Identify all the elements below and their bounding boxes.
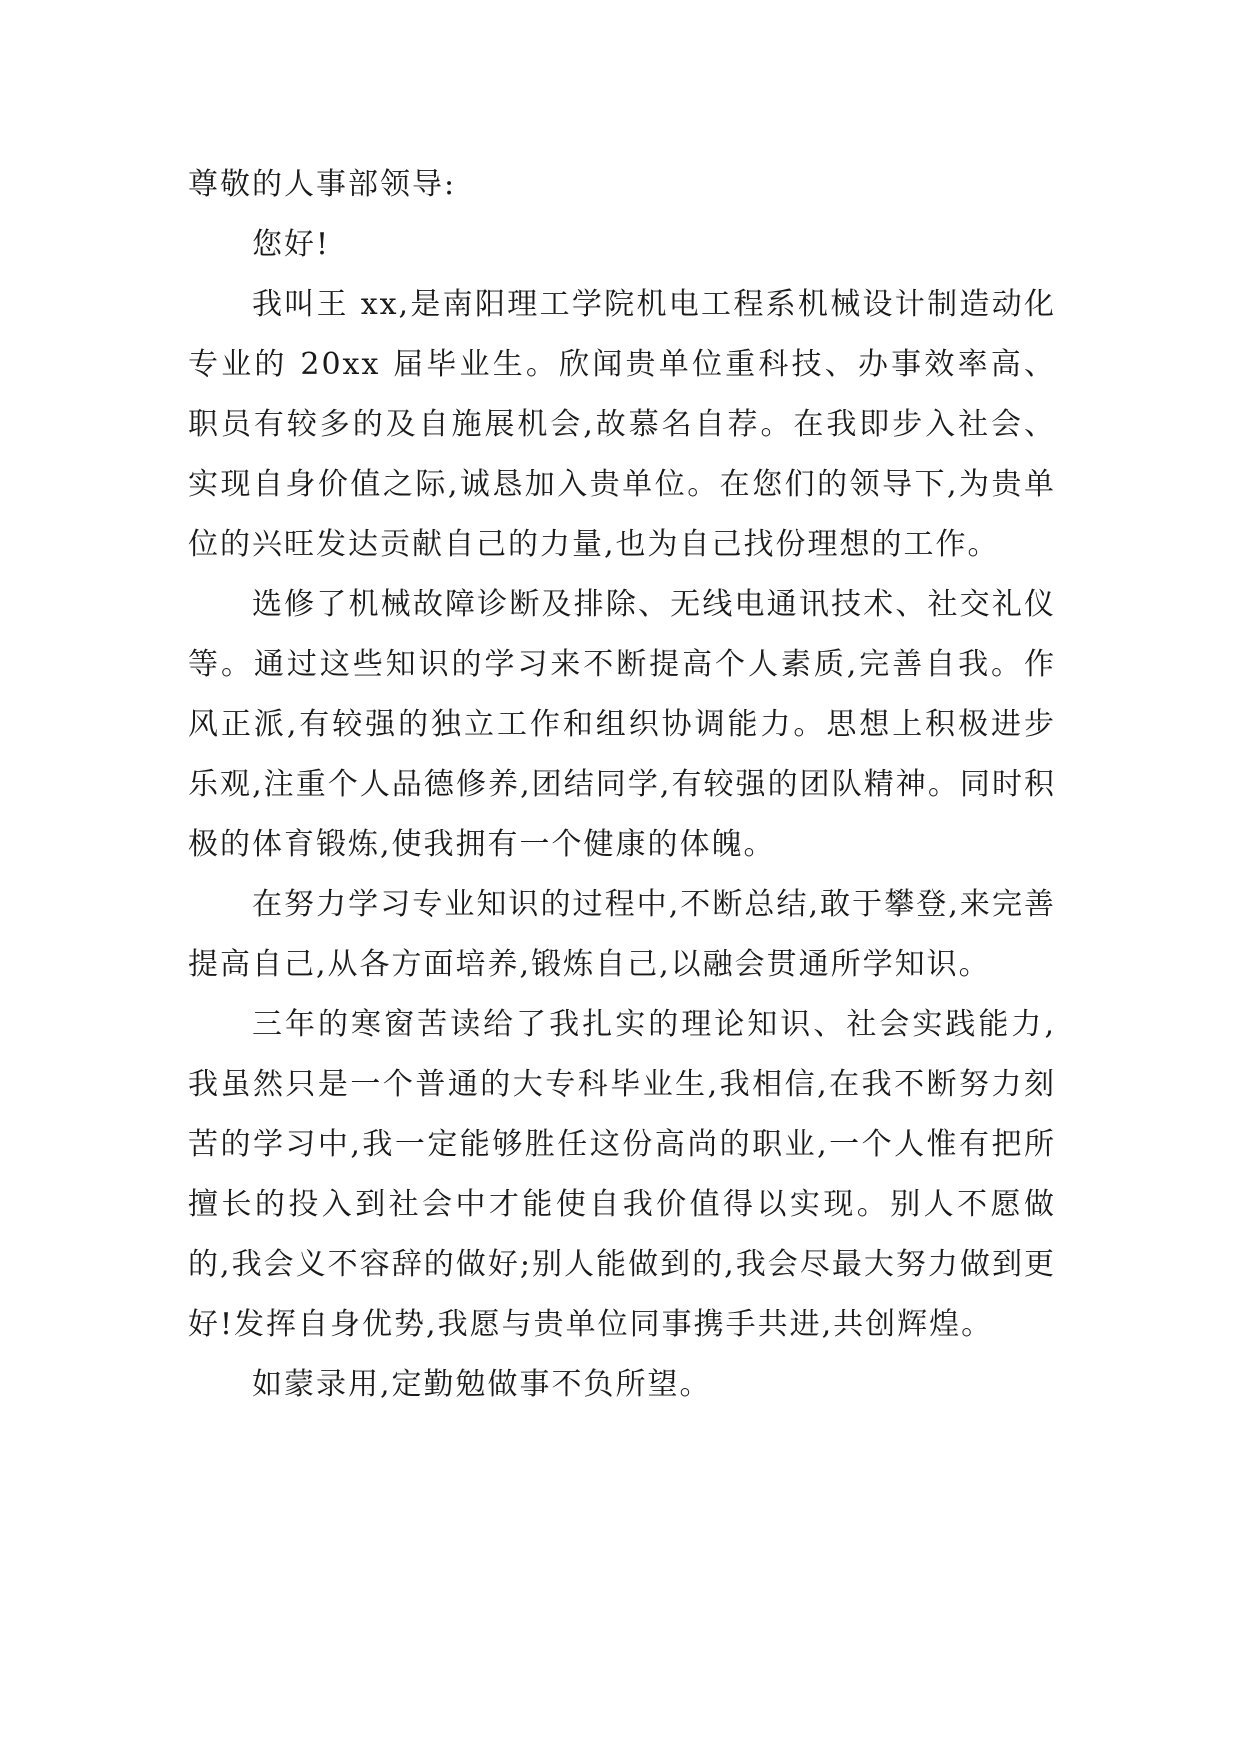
paragraph-introduction: 我叫王 xx,是南阳理工学院机电工程系机械设计制造动化专业的 20xx 届毕业生。欣闻贵单位重科技、办事效率高、职员有较多的及自施展机会,故慕名自荐。在我即步入社会、实现自身价值之际,诚恳加入贵单位。在您们的领导下,为贵单位的兴旺发达贡献自己的力量,也为自己找份理想的工作。 (188, 287, 1056, 562)
paragraph-commitment: 三年的寒窗苦读给了我扎实的理论知识、社会实践能力,我虽然只是一个普通的大专科毕业生,我相信,在我不断努力刻苦的学习中,我一定能够胜任这份高尚的职业,一个人惟有把所擅长的投入到社会中才能使自我价值得以实现。别人不愿做的,我会义不容辞的做好;别人能做到的,我会尽最大努力做到更好!发挥自身优势,我愿与贵单位同事携手共进,共创辉煌。 (188, 1007, 1056, 1342)
paragraph-learning: 在努力学习专业知识的过程中,不断总结,敢于攀登,来完善提高自己,从各方面培养,锻炼自己,以融会贯通所学知识。 (188, 887, 1056, 982)
cover-letter (188, 155, 1056, 1415)
paragraph-courses: 选修了机械故障诊断及排除、无线电通讯技术、社交礼仪等。通过这些知识的学习来不断提高个人素质,完善自我。作风正派,有较强的独立工作和组织协调能力。思想上积极进步乐观,注重个人品德修养,团结同学,有较强的团队精神。同时积极的体育锻炼,使我拥有一个健康的体魄。 (188, 587, 1056, 862)
greeting: 您好! (252, 227, 331, 262)
closing: 如蒙录用,定勤勉做事不负所望。 (252, 1367, 712, 1402)
salutation: 尊敬的人事部领导: (188, 167, 457, 202)
